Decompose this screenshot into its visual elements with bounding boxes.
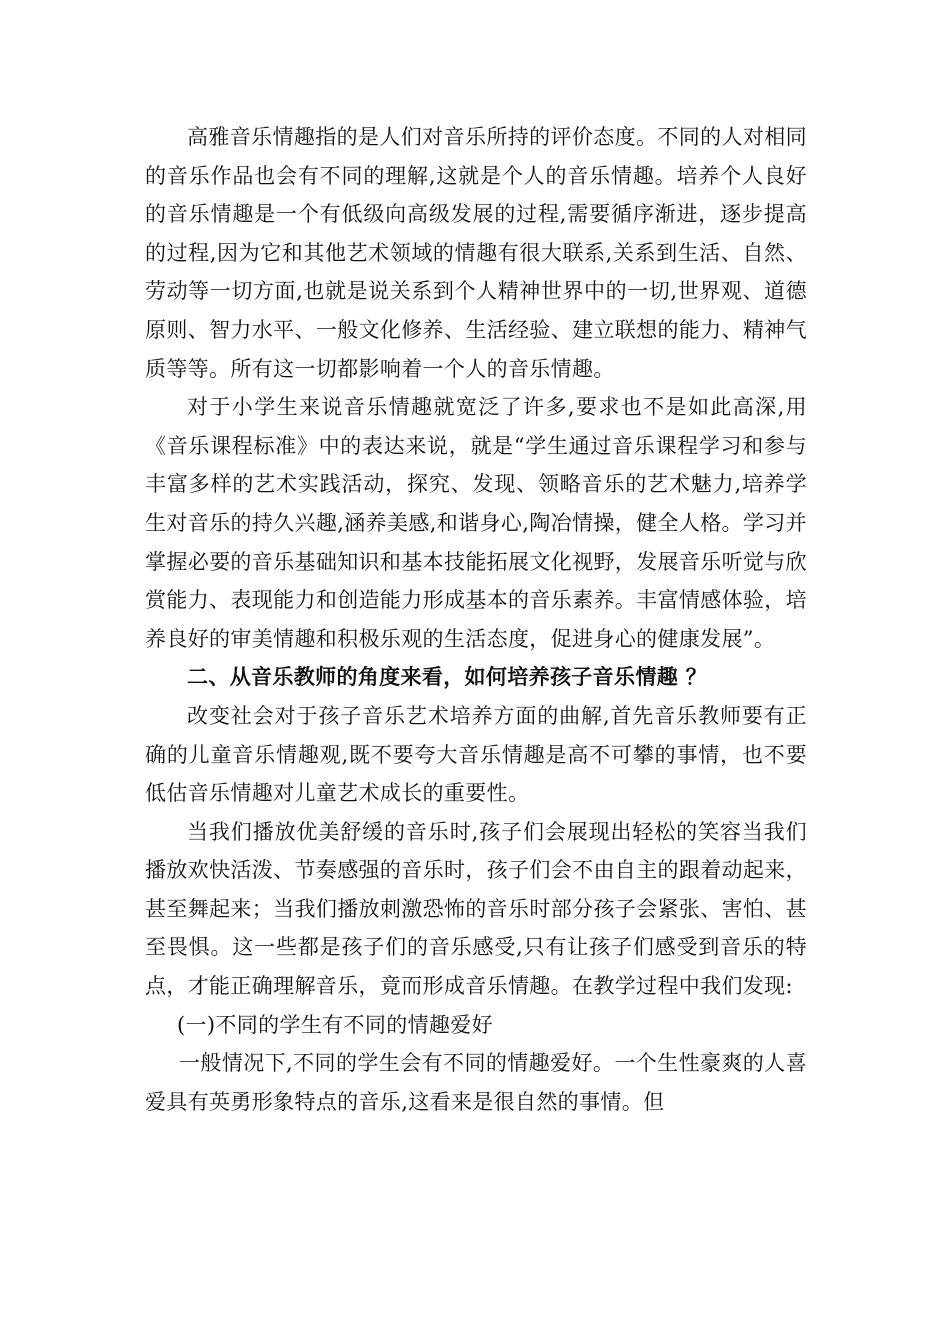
subheading-different-students: (一)不同的学生有不同的情趣爱好 [177,1012,493,1037]
paragraph-primary-students: 对于小学生来说音乐情趣就宽泛了许多,要求也不是如此高深,用《音乐课程标准》中的表达来说，就是“学生通过音乐课程学习和参与丰富多样的艺术实践活动，探究、发现、领略音乐的艺术魅力,培养学生对音乐的持久兴趣,涵养美感,和谐身心,陶冶情操，健全人格。学习并掌握必要的音乐基础知识和基本技能拓展文化视野，发展音乐听觉与欣赏能力、表现能力和创造能力形成基本的音乐素养。丰富情感体验，培养良好的审美情趣和积极乐观的生活态度，促进身心的健康发展”。 [145,395,807,651]
section-heading-teacher-perspective: 二、从音乐教师的角度来看，如何培养孩子音乐情趣 ？ [187,664,708,690]
paragraph-general-case: 一般情况下,不同的学生会有不同的情趣爱好。一个生性豪爽的人喜爱具有英勇形象特点的音乐,这看来是很自然的事情。但 [145,1051,807,1114]
paragraph-music-taste-definition: 高雅音乐情趣指的是人们对音乐所持的评价态度。不同的人对相同的音乐作品也会有不同的理解,这就是个人的音乐情趣。培养个人良好的音乐情趣是一个有低级向高级发展的过程,需要循序渐进，逐步提高的过程,因为它和其他艺术领域的情趣有很大联系,关系到生活、自然、劳动等一切方面,也就是说关系到个人精神世界中的一切,世界观、道德原则、智力水平、一般文化修养、生活经验、建立联想的能力、精神气质等等。所有这一切都影响着一个人的音乐情趣。 [145,125,807,381]
paragraph-teacher-view: 改变社会对于孩子音乐艺术培养方面的曲解,首先音乐教师要有正确的儿童音乐情趣观,既不要夸大音乐情趣是高不可攀的事情，也不要低估音乐情趣对儿童艺术成长的重要性。 [145,703,807,806]
paragraph-music-reactions: 当我们播放优美舒缓的音乐时,孩子们会展现出轻松的笑容当我们播放欢快活泼、节奏感强的音乐时，孩子们会不由自主的跟着动起来，甚至舞起来；当我们播放刺激恐怖的音乐时部分孩子会紧张、害怕、甚至畏惧。这一些都是孩子们的音乐感受,只有让孩子们感受到音乐的特点，才能正确理解音乐，竟而形成音乐情趣。在教学过程中我们发现: [145,819,807,999]
document-page [145,118,807,1121]
